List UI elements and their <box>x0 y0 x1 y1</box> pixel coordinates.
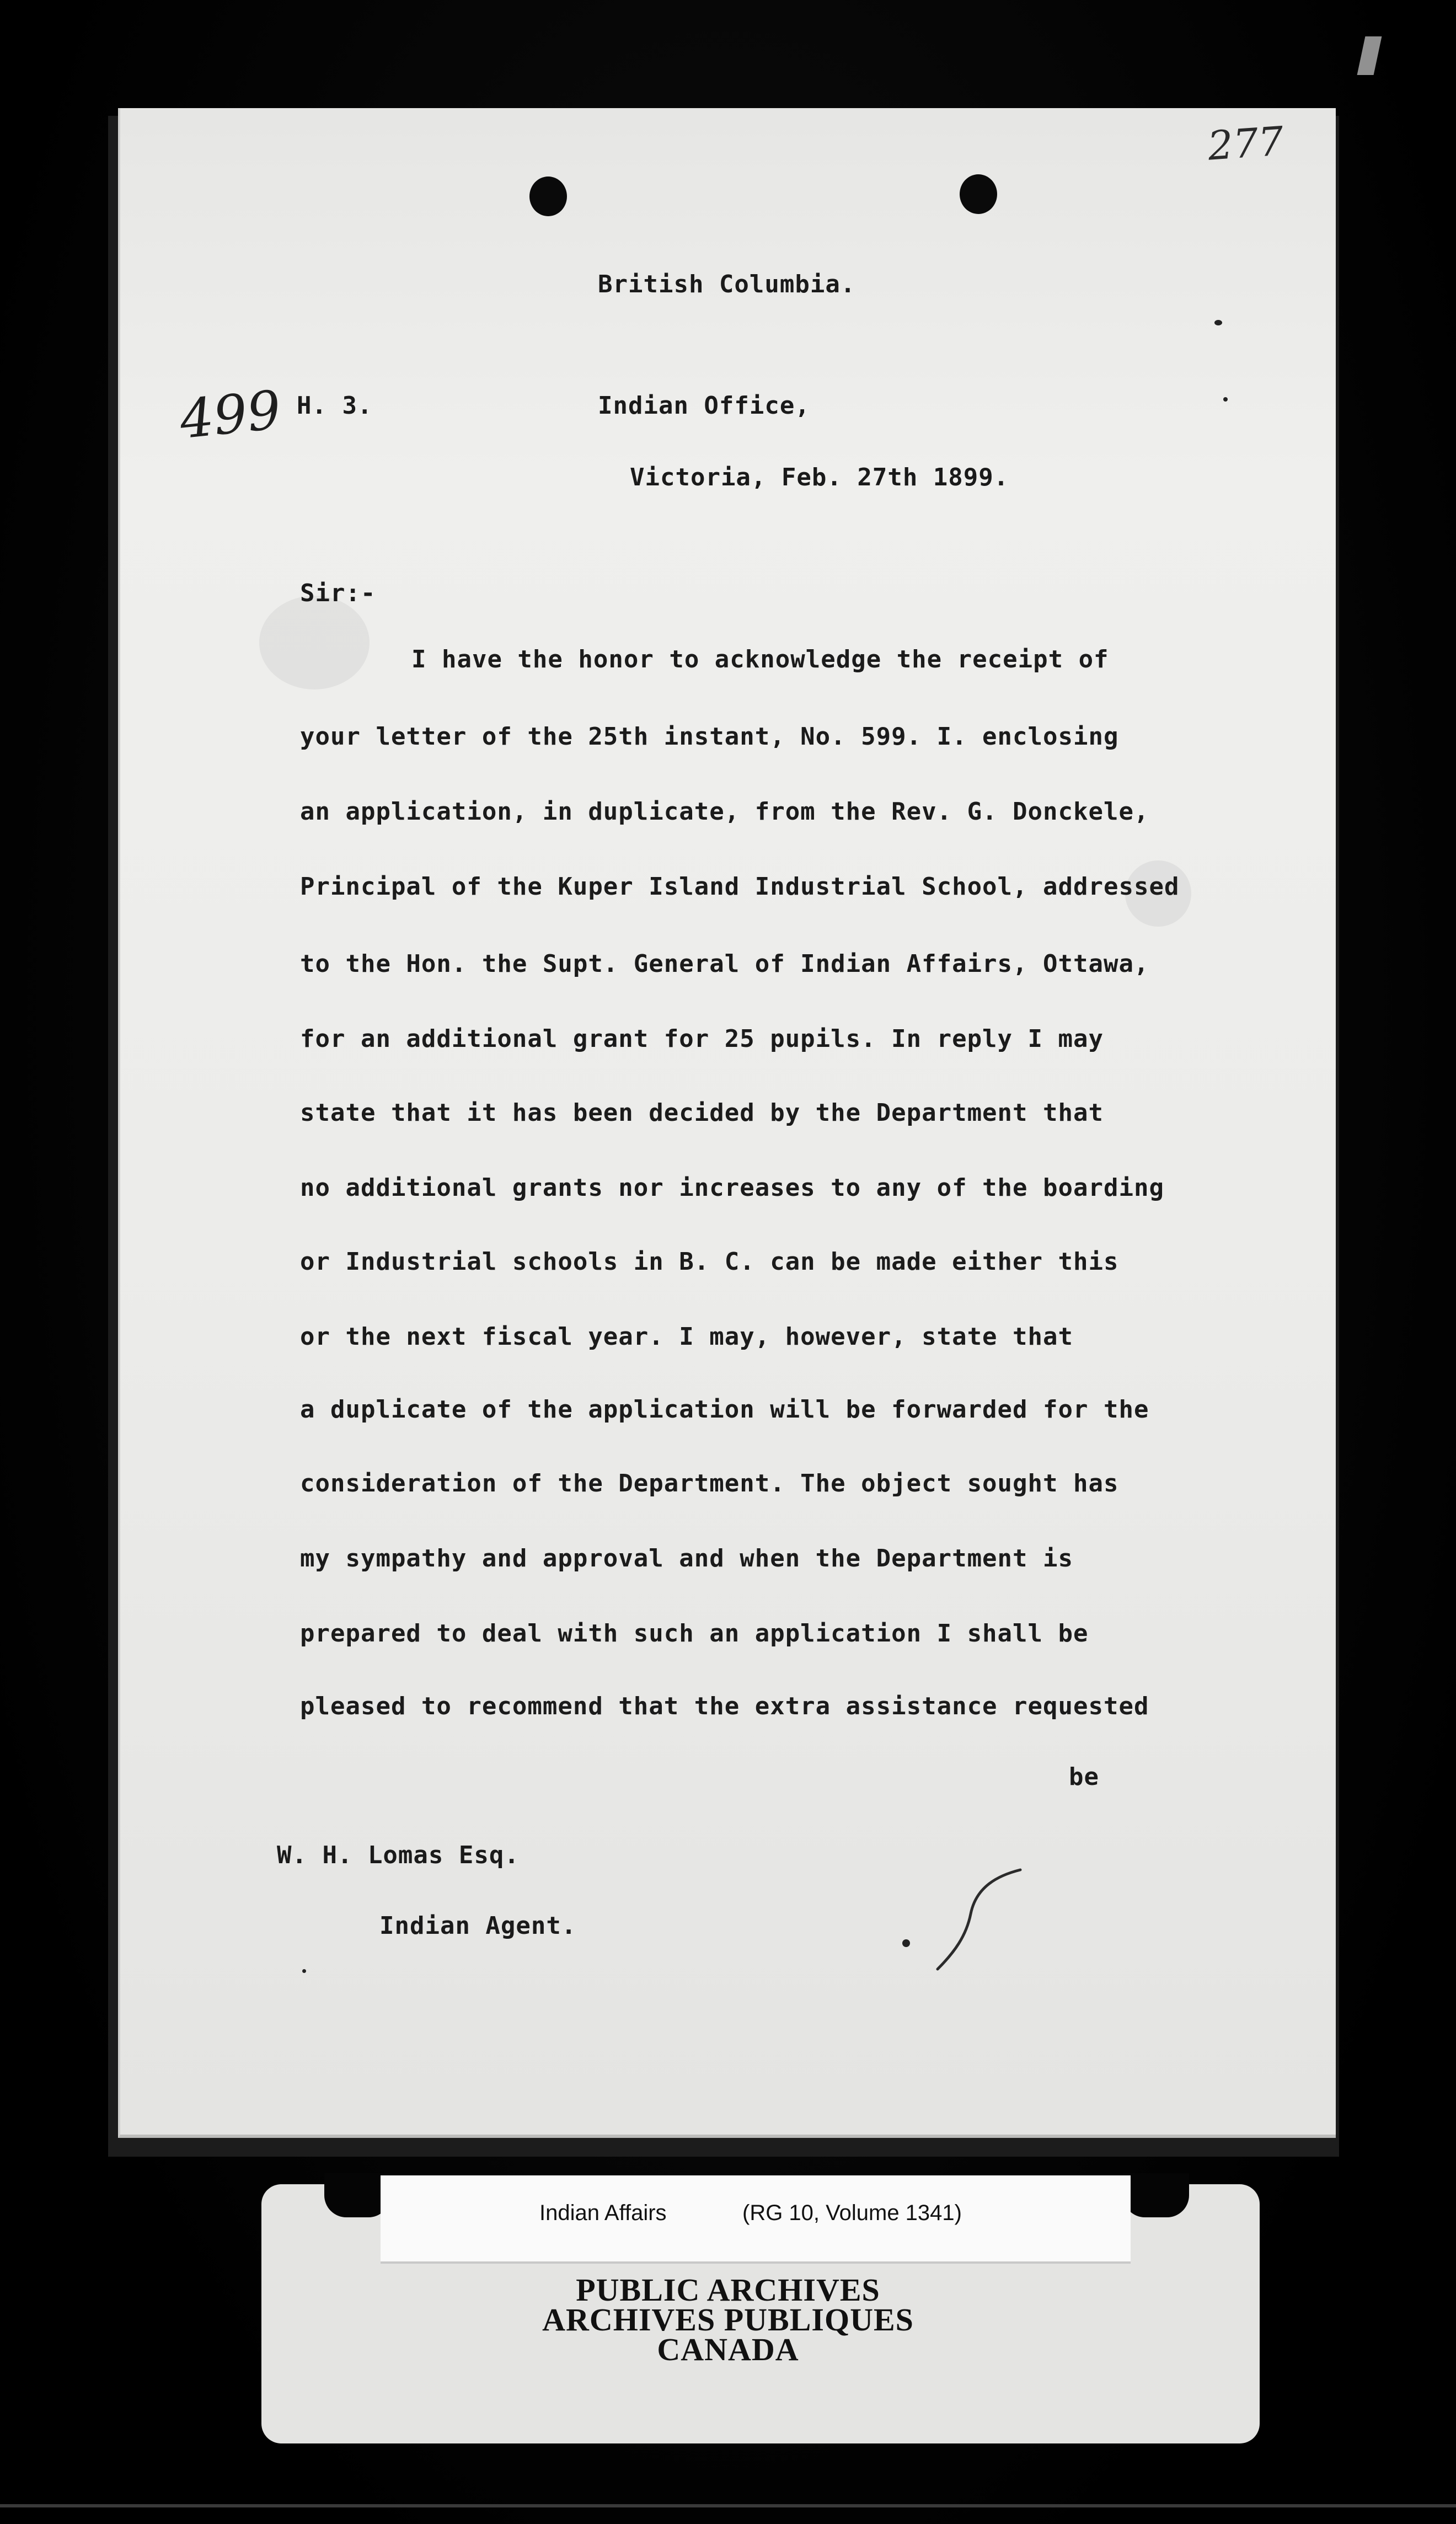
body-line: to the Hon. the Supt. General of Indian Affairs, Ottawa, <box>300 950 1149 978</box>
body-line: pleased to recommend that the extra assistance requested <box>300 1692 1149 1720</box>
speck <box>902 1939 910 1947</box>
scan-bottom-rule <box>0 2504 1456 2507</box>
archive-stamp-line-3: CANADA <box>657 2332 799 2367</box>
speck <box>1214 320 1222 325</box>
archive-volume-ref: (RG 10, Volume 1341) <box>742 2201 962 2225</box>
salutation: Sir:- <box>300 579 376 607</box>
body-line: Principal of the Kuper Island Industrial School, addressed <box>300 873 1180 901</box>
office-line: Indian Office, <box>598 392 810 420</box>
reference-code: H. 3. <box>297 392 373 420</box>
punch-hole-left <box>529 177 567 216</box>
body-line: no additional grants nor increases to any of the boarding <box>300 1174 1164 1202</box>
body-line: your letter of the 25th instant, No. 599. I. enclosing <box>300 723 1119 751</box>
body-line: my sympathy and approval and when the Department is <box>300 1544 1074 1573</box>
addressee-title: Indian Agent. <box>379 1912 577 1940</box>
body-line: state that it has been decided by the Department that <box>300 1099 1104 1127</box>
body-line: or the next fiscal year. I may, however, state that <box>300 1323 1074 1351</box>
folio-number: 277 <box>1206 117 1286 169</box>
body-line: I have the honor to acknowledge the receipt of <box>411 645 1109 673</box>
archive-stamp-line-1: PUBLIC ARCHIVES <box>576 2272 880 2308</box>
archive-series-label: Indian Affairs <box>539 2201 667 2225</box>
file-number: 499 <box>176 378 284 451</box>
body-line: prepared to deal with such an application I shall be <box>300 1619 1089 1648</box>
province-heading: British Columbia. <box>598 270 856 298</box>
catchword: be <box>1069 1763 1099 1791</box>
addressee-name: W. H. Lomas Esq. <box>277 1841 520 1869</box>
speck <box>302 1969 306 1973</box>
body-line: an application, in duplicate, from the Rev. G. Donckele, <box>300 798 1149 826</box>
body-line: or Industrial schools in B. C. can be made either this <box>300 1248 1119 1276</box>
place-date-line: Victoria, Feb. 27th 1899. <box>630 463 1009 491</box>
speck <box>1223 397 1228 402</box>
pen-stroke-mark <box>932 1864 1031 1975</box>
body-line: for an additional grant for 25 pupils. In reply I may <box>300 1025 1104 1053</box>
archive-stamp-line-2: ARCHIVES PUBLIQUES <box>542 2302 914 2338</box>
punch-hole-right <box>960 174 997 214</box>
body-line: consideration of the Department. The object sought has <box>300 1469 1119 1498</box>
label-clip-right <box>1123 2173 1189 2217</box>
body-line: a duplicate of the application will be forwarded for the <box>300 1395 1149 1424</box>
smudge <box>259 596 370 689</box>
